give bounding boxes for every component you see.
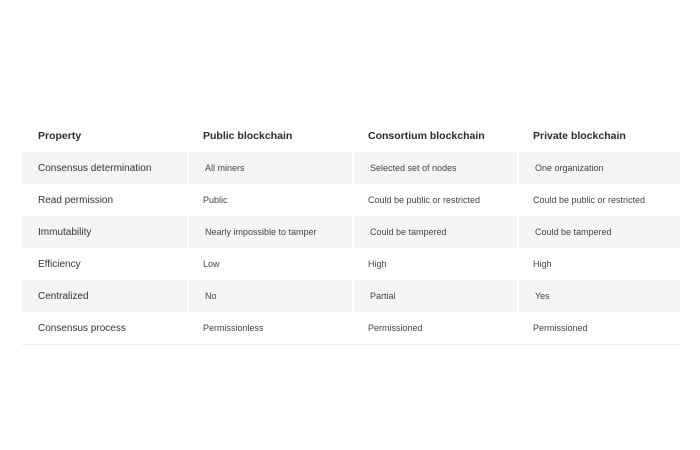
- table-cell: Nearly impossible to tamper: [187, 216, 352, 248]
- column-header-consortium: Consortium blockchain: [352, 120, 517, 152]
- table-cell: All miners: [187, 152, 352, 184]
- table-row: [22, 152, 680, 184]
- table-row: [22, 216, 680, 248]
- table-cell: Could be tampered: [517, 216, 680, 248]
- table-cell: Permissionless: [187, 312, 352, 345]
- row-property-cell: Consensus determination: [22, 152, 187, 184]
- table-cell: Partial: [352, 280, 517, 312]
- table-cell: Could be public or restricted: [533, 195, 646, 205]
- table-cell: Low: [203, 259, 220, 269]
- column-header-private: Private blockchain: [517, 120, 680, 152]
- table-row: [22, 184, 680, 216]
- table-cell: Could be public or restricted: [368, 195, 481, 205]
- table-cell: No: [187, 280, 352, 312]
- table-cell: Yes: [517, 280, 680, 312]
- row-property-cell: Centralized: [22, 280, 187, 312]
- table-cell: Permissioned: [352, 312, 517, 345]
- row-property-cell: Efficiency: [38, 258, 81, 270]
- column-header-property: Property: [22, 120, 187, 152]
- table-cell: Could be tampered: [352, 216, 517, 248]
- table-cell: High: [533, 259, 552, 269]
- row-property-cell: Read permission: [38, 194, 114, 206]
- comparison-table-container: [22, 120, 680, 345]
- table-cell: One organization: [517, 152, 680, 184]
- table-row: [22, 280, 680, 312]
- table-row: [22, 248, 680, 280]
- row-property-cell: Immutability: [22, 216, 187, 248]
- table-cell: Public: [203, 195, 228, 205]
- table-cell: Permissioned: [517, 312, 680, 345]
- column-header-public: Public blockchain: [187, 120, 352, 152]
- row-property-cell: Consensus process: [22, 312, 187, 345]
- blockchain-comparison-table: [22, 120, 680, 345]
- table-header-row: [22, 120, 680, 152]
- table-cell: High: [368, 259, 387, 269]
- table-cell: Selected set of nodes: [352, 152, 517, 184]
- table-row: [22, 312, 680, 345]
